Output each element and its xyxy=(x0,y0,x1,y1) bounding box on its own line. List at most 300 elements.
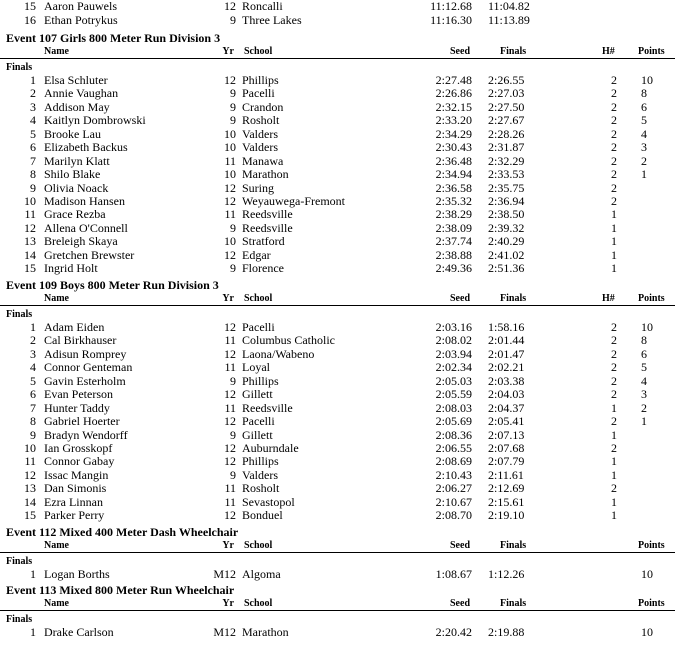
year-cell: 11 xyxy=(224,154,236,168)
year-cell: 12 xyxy=(224,508,236,522)
seed-time: 2:34.29 xyxy=(435,127,472,141)
place-cell: 1 xyxy=(30,320,36,334)
school-cell: Stratford xyxy=(242,234,285,248)
year-cell: 9 xyxy=(230,221,236,235)
seed-time: 2:36.48 xyxy=(435,154,472,168)
heat-cell: 1 xyxy=(611,401,617,415)
year-cell: 12 xyxy=(224,387,236,401)
place-cell: 2 xyxy=(30,86,36,100)
finals-time: 2:19.88 xyxy=(488,625,525,639)
section-label: Finals xyxy=(6,62,33,73)
points-cell: 4 xyxy=(641,127,647,141)
athlete-name: Dan Simonis xyxy=(44,481,107,495)
place-cell: 16 xyxy=(24,13,36,27)
seed-time: 11:12.68 xyxy=(430,0,472,13)
result-row xyxy=(0,509,675,522)
year-cell: 11 xyxy=(224,401,236,415)
header-yr: Yr xyxy=(222,598,234,609)
year-cell: 9 xyxy=(230,100,236,114)
school-cell: Pacelli xyxy=(242,320,275,334)
athlete-name: Gavin Esterholm xyxy=(44,374,126,388)
school-cell: Pacelli xyxy=(242,86,275,100)
year-cell: 10 xyxy=(224,167,236,181)
heat-cell: 2 xyxy=(611,387,617,401)
section-label: Finals xyxy=(6,556,33,567)
school-cell: Sevastopol xyxy=(242,495,295,509)
finals-time: 2:33.53 xyxy=(488,167,525,181)
athlete-name: Allena O'Connell xyxy=(44,221,128,235)
header-heat: H# xyxy=(602,46,615,57)
place-cell: 15 xyxy=(24,0,36,13)
seed-time: 2:30.43 xyxy=(435,140,472,154)
finals-time: 2:04.37 xyxy=(488,401,525,415)
finals-time: 2:01.44 xyxy=(488,333,525,347)
points-cell: 5 xyxy=(641,360,647,374)
header-school: School xyxy=(244,46,273,57)
athlete-name: Madison Hansen xyxy=(44,194,125,208)
heat-cell: 1 xyxy=(611,221,617,235)
school-cell: Rosholt xyxy=(242,113,280,127)
header-yr: Yr xyxy=(222,46,234,57)
result-row xyxy=(0,168,675,181)
athlete-name: Brooke Lau xyxy=(44,127,101,141)
heat-cell: 2 xyxy=(611,347,617,361)
seed-time: 2:05.03 xyxy=(435,374,472,388)
place-cell: 2 xyxy=(30,333,36,347)
finals-time: 2:15.61 xyxy=(488,495,525,509)
header-name: Name xyxy=(44,46,69,57)
year-cell: 12 xyxy=(224,248,236,262)
year-cell: 12 xyxy=(224,414,236,428)
header-points: Points xyxy=(638,598,665,609)
finals-time: 2:28.26 xyxy=(488,127,525,141)
seed-time: 2:35.32 xyxy=(435,194,472,208)
place-cell: 10 xyxy=(24,194,36,208)
school-cell: Marathon xyxy=(242,167,289,181)
athlete-name: Marilyn Klatt xyxy=(44,154,110,168)
athlete-name: Logan Borths xyxy=(44,567,110,581)
seed-time: 2:08.70 xyxy=(435,508,472,522)
place-cell: 12 xyxy=(24,221,36,235)
heat-cell: 1 xyxy=(611,428,617,442)
school-cell: Gillett xyxy=(242,387,273,401)
seed-time: 2:10.67 xyxy=(435,495,472,509)
event-title: Event 112 Mixed 400 Meter Dash Wheelchair xyxy=(6,525,239,539)
heat-cell: 1 xyxy=(611,468,617,482)
header-finals: Finals xyxy=(500,293,527,304)
athlete-name: Aaron Pauwels xyxy=(44,0,117,13)
result-row xyxy=(0,249,675,262)
year-cell: 11 xyxy=(224,495,236,509)
result-row xyxy=(0,14,675,27)
heat-cell: 2 xyxy=(611,374,617,388)
result-row xyxy=(0,415,675,428)
place-cell: 4 xyxy=(30,360,36,374)
school-cell: Loyal xyxy=(242,360,270,374)
finals-time: 11:04.82 xyxy=(488,0,530,13)
place-cell: 1 xyxy=(30,73,36,87)
column-header-row xyxy=(0,539,675,553)
year-cell: 10 xyxy=(224,140,236,154)
heat-cell: 2 xyxy=(611,441,617,455)
year-cell: 11 xyxy=(224,333,236,347)
finals-time: 2:31.87 xyxy=(488,140,525,154)
year-cell: 12 xyxy=(224,0,236,13)
year-cell: 12 xyxy=(224,320,236,334)
place-cell: 4 xyxy=(30,113,36,127)
event-title: Event 107 Girls 800 Meter Run Division 3 xyxy=(6,31,221,45)
seed-time: 2:33.20 xyxy=(435,113,472,127)
place-cell: 3 xyxy=(30,347,36,361)
seed-time: 2:05.59 xyxy=(435,387,472,401)
year-cell: 12 xyxy=(224,73,236,87)
finals-time: 2:27.67 xyxy=(488,113,525,127)
athlete-name: Cal Birkhauser xyxy=(44,333,117,347)
school-cell: Algoma xyxy=(242,567,281,581)
athlete-name: Issac Mangin xyxy=(44,468,109,482)
finals-time: 2:12.69 xyxy=(488,481,525,495)
seed-time: 2:03.16 xyxy=(435,320,472,334)
year-cell: 12 xyxy=(224,347,236,361)
finals-time: 2:26.55 xyxy=(488,73,525,87)
points-cell: 10 xyxy=(641,625,653,639)
athlete-name: Gretchen Brewster xyxy=(44,248,135,262)
seed-time: 2:08.69 xyxy=(435,454,472,468)
result-row xyxy=(0,361,675,374)
school-cell: Valders xyxy=(242,468,278,482)
school-cell: Suring xyxy=(242,181,275,195)
heat-cell: 2 xyxy=(611,481,617,495)
school-cell: Crandon xyxy=(242,100,284,114)
finals-time: 2:07.79 xyxy=(488,454,525,468)
points-cell: 10 xyxy=(641,320,653,334)
finals-time: 2:19.10 xyxy=(488,508,525,522)
heat-cell: 2 xyxy=(611,194,617,208)
result-row xyxy=(0,626,675,639)
school-cell: Florence xyxy=(242,261,284,275)
year-cell: M12 xyxy=(213,625,236,639)
year-cell: 11 xyxy=(224,207,236,221)
points-cell: 6 xyxy=(641,347,647,361)
place-cell: 7 xyxy=(30,401,36,415)
athlete-name: Connor Gabay xyxy=(44,454,115,468)
athlete-name: Adam Eiden xyxy=(44,320,105,334)
seed-time: 2:38.29 xyxy=(435,207,472,221)
school-cell: Reedsville xyxy=(242,401,293,415)
heat-cell: 2 xyxy=(611,154,617,168)
school-cell: Edgar xyxy=(242,248,271,262)
year-cell: 9 xyxy=(230,113,236,127)
heat-cell: 1 xyxy=(611,207,617,221)
place-cell: 6 xyxy=(30,140,36,154)
result-row xyxy=(0,0,675,13)
header-name: Name xyxy=(44,540,69,551)
finals-time: 2:40.29 xyxy=(488,234,525,248)
seed-time: 2:34.94 xyxy=(435,167,472,181)
heat-cell: 2 xyxy=(611,320,617,334)
column-header-row xyxy=(0,45,675,59)
header-seed: Seed xyxy=(450,293,470,304)
header-points: Points xyxy=(638,540,665,551)
year-cell: 10 xyxy=(224,127,236,141)
seed-time: 1:08.67 xyxy=(435,567,472,581)
finals-time: 2:27.50 xyxy=(488,100,525,114)
year-cell: 11 xyxy=(224,481,236,495)
place-cell: 13 xyxy=(24,234,36,248)
year-cell: 9 xyxy=(230,86,236,100)
finals-time: 2:05.41 xyxy=(488,414,525,428)
finals-time: 2:36.94 xyxy=(488,194,525,208)
place-cell: 8 xyxy=(30,167,36,181)
header-yr: Yr xyxy=(222,293,234,304)
year-cell: 12 xyxy=(224,181,236,195)
seed-time: 2:20.42 xyxy=(435,625,472,639)
place-cell: 14 xyxy=(24,248,36,262)
finals-time: 2:38.50 xyxy=(488,207,525,221)
header-seed: Seed xyxy=(450,540,470,551)
year-cell: 12 xyxy=(224,194,236,208)
points-cell: 4 xyxy=(641,374,647,388)
points-cell: 2 xyxy=(641,154,647,168)
seed-time: 2:37.74 xyxy=(435,234,472,248)
header-finals: Finals xyxy=(500,540,527,551)
school-cell: Marathon xyxy=(242,625,289,639)
athlete-name: Adisun Romprey xyxy=(44,347,127,361)
place-cell: 11 xyxy=(24,207,36,221)
place-cell: 9 xyxy=(30,428,36,442)
finals-time: 2:02.21 xyxy=(488,360,525,374)
place-cell: 5 xyxy=(30,127,36,141)
year-cell: 9 xyxy=(230,261,236,275)
heat-cell: 2 xyxy=(611,181,617,195)
athlete-name: Grace Rezba xyxy=(44,207,106,221)
event-title: Event 113 Mixed 800 Meter Run Wheelchair xyxy=(6,583,235,597)
school-cell: Reedsville xyxy=(242,207,293,221)
points-cell: 8 xyxy=(641,333,647,347)
school-cell: Gillett xyxy=(242,428,273,442)
school-cell: Valders xyxy=(242,140,278,154)
points-cell: 10 xyxy=(641,73,653,87)
school-cell: Roncalli xyxy=(242,0,283,13)
header-school: School xyxy=(244,540,273,551)
result-row xyxy=(0,568,675,581)
result-row xyxy=(0,114,675,127)
place-cell: 3 xyxy=(30,100,36,114)
finals-time: 2:35.75 xyxy=(488,181,525,195)
athlete-name: Breleigh Skaya xyxy=(44,234,118,248)
points-cell: 1 xyxy=(641,167,647,181)
heat-cell: 2 xyxy=(611,73,617,87)
heat-cell: 2 xyxy=(611,100,617,114)
place-cell: 13 xyxy=(24,481,36,495)
header-school: School xyxy=(244,598,273,609)
result-row xyxy=(0,235,675,248)
athlete-name: Kaitlyn Dombrowski xyxy=(44,113,146,127)
finals-time: 2:07.68 xyxy=(488,441,525,455)
seed-time: 2:06.55 xyxy=(435,441,472,455)
year-cell: 9 xyxy=(230,428,236,442)
finals-time: 2:03.38 xyxy=(488,374,525,388)
place-cell: 15 xyxy=(24,508,36,522)
athlete-name: Addison May xyxy=(44,100,110,114)
heat-cell: 1 xyxy=(611,508,617,522)
points-cell: 1 xyxy=(641,414,647,428)
seed-time: 2:10.43 xyxy=(435,468,472,482)
result-row xyxy=(0,388,675,401)
column-header-row xyxy=(0,292,675,306)
athlete-name: Ezra Linnan xyxy=(44,495,103,509)
heat-cell: 2 xyxy=(611,167,617,181)
heat-cell: 2 xyxy=(611,140,617,154)
school-cell: Laona/Wabeno xyxy=(242,347,315,361)
seed-time: 2:06.27 xyxy=(435,481,472,495)
finals-time: 2:11.61 xyxy=(488,468,524,482)
seed-time: 2:38.88 xyxy=(435,248,472,262)
school-cell: Valders xyxy=(242,127,278,141)
athlete-name: Gabriel Hoerter xyxy=(44,414,120,428)
finals-time: 1:12.26 xyxy=(488,567,525,581)
header-seed: Seed xyxy=(450,46,470,57)
header-name: Name xyxy=(44,293,69,304)
school-cell: Reedsville xyxy=(242,221,293,235)
finals-time: 11:13.89 xyxy=(488,13,530,27)
finals-time: 2:27.03 xyxy=(488,86,525,100)
section-label: Finals xyxy=(6,614,33,625)
year-cell: 9 xyxy=(230,374,236,388)
year-cell: 11 xyxy=(224,360,236,374)
athlete-name: Ian Grosskopf xyxy=(44,441,113,455)
year-cell: 10 xyxy=(224,234,236,248)
heat-cell: 1 xyxy=(611,495,617,509)
finals-time: 2:32.29 xyxy=(488,154,525,168)
header-school: School xyxy=(244,293,273,304)
finals-time: 2:07.13 xyxy=(488,428,525,442)
seed-time: 2:38.09 xyxy=(435,221,472,235)
athlete-name: Olivia Noack xyxy=(44,181,109,195)
place-cell: 6 xyxy=(30,387,36,401)
seed-time: 2:32.15 xyxy=(435,100,472,114)
result-row xyxy=(0,334,675,347)
section-label: Finals xyxy=(6,309,33,320)
athlete-name: Hunter Taddy xyxy=(44,401,110,415)
place-cell: 1 xyxy=(30,567,36,581)
finals-time: 2:01.47 xyxy=(488,347,525,361)
year-cell: 9 xyxy=(230,468,236,482)
finals-time: 2:41.02 xyxy=(488,248,525,262)
heat-cell: 2 xyxy=(611,113,617,127)
heat-cell: 2 xyxy=(611,360,617,374)
seed-time: 2:27.48 xyxy=(435,73,472,87)
header-points: Points xyxy=(638,293,665,304)
place-cell: 9 xyxy=(30,181,36,195)
seed-time: 11:16.30 xyxy=(430,13,472,27)
header-points: Points xyxy=(638,46,665,57)
header-yr: Yr xyxy=(222,540,234,551)
athlete-name: Connor Genteman xyxy=(44,360,133,374)
heat-cell: 1 xyxy=(611,454,617,468)
athlete-name: Parker Perry xyxy=(44,508,105,522)
heat-cell: 2 xyxy=(611,86,617,100)
result-row xyxy=(0,87,675,100)
athlete-name: Elsa Schluter xyxy=(44,73,108,87)
athlete-name: Bradyn Wendorff xyxy=(44,428,128,442)
heat-cell: 2 xyxy=(611,127,617,141)
header-seed: Seed xyxy=(450,598,470,609)
column-header-row xyxy=(0,597,675,611)
school-cell: Phillips xyxy=(242,454,279,468)
finals-time: 2:04.03 xyxy=(488,387,525,401)
points-cell: 6 xyxy=(641,100,647,114)
heat-cell: 1 xyxy=(611,248,617,262)
school-cell: Weyauwega-Fremont xyxy=(242,194,345,208)
place-cell: 7 xyxy=(30,154,36,168)
points-cell: 10 xyxy=(641,567,653,581)
year-cell: 9 xyxy=(230,13,236,27)
heat-cell: 1 xyxy=(611,234,617,248)
place-cell: 1 xyxy=(30,625,36,639)
athlete-name: Drake Carlson xyxy=(44,625,114,639)
place-cell: 12 xyxy=(24,468,36,482)
school-cell: Rosholt xyxy=(242,481,280,495)
seed-time: 2:03.94 xyxy=(435,347,472,361)
result-row xyxy=(0,155,675,168)
header-name: Name xyxy=(44,598,69,609)
school-cell: Pacelli xyxy=(242,414,275,428)
heat-cell: 2 xyxy=(611,414,617,428)
result-row xyxy=(0,455,675,468)
result-row xyxy=(0,208,675,221)
result-row xyxy=(0,482,675,495)
place-cell: 8 xyxy=(30,414,36,428)
points-cell: 5 xyxy=(641,113,647,127)
year-cell: 12 xyxy=(224,454,236,468)
points-cell: 3 xyxy=(641,140,647,154)
school-cell: Phillips xyxy=(242,73,279,87)
header-finals: Finals xyxy=(500,598,527,609)
finals-time: 2:51.36 xyxy=(488,261,525,275)
school-cell: Three Lakes xyxy=(242,13,302,27)
place-cell: 15 xyxy=(24,261,36,275)
school-cell: Manawa xyxy=(242,154,284,168)
seed-time: 2:08.03 xyxy=(435,401,472,415)
place-cell: 14 xyxy=(24,495,36,509)
points-cell: 2 xyxy=(641,401,647,415)
event-title: Event 109 Boys 800 Meter Run Division 3 xyxy=(6,278,219,292)
heat-cell: 2 xyxy=(611,333,617,347)
finals-time: 1:58.16 xyxy=(488,320,525,334)
school-cell: Bonduel xyxy=(242,508,283,522)
athlete-name: Ingrid Holt xyxy=(44,261,98,275)
seed-time: 2:49.36 xyxy=(435,261,472,275)
points-cell: 3 xyxy=(641,387,647,401)
year-cell: M12 xyxy=(213,567,236,581)
place-cell: 10 xyxy=(24,441,36,455)
seed-time: 2:05.69 xyxy=(435,414,472,428)
header-finals: Finals xyxy=(500,46,527,57)
athlete-name: Shilo Blake xyxy=(44,167,101,181)
school-cell: Columbus Catholic xyxy=(242,333,335,347)
school-cell: Phillips xyxy=(242,374,279,388)
result-row xyxy=(0,141,675,154)
seed-time: 2:08.36 xyxy=(435,428,472,442)
finals-time: 2:39.32 xyxy=(488,221,525,235)
year-cell: 12 xyxy=(224,441,236,455)
seed-time: 2:02.34 xyxy=(435,360,472,374)
header-heat: H# xyxy=(602,293,615,304)
school-cell: Auburndale xyxy=(242,441,299,455)
seed-time: 2:36.58 xyxy=(435,181,472,195)
athlete-name: Annie Vaughan xyxy=(44,86,119,100)
